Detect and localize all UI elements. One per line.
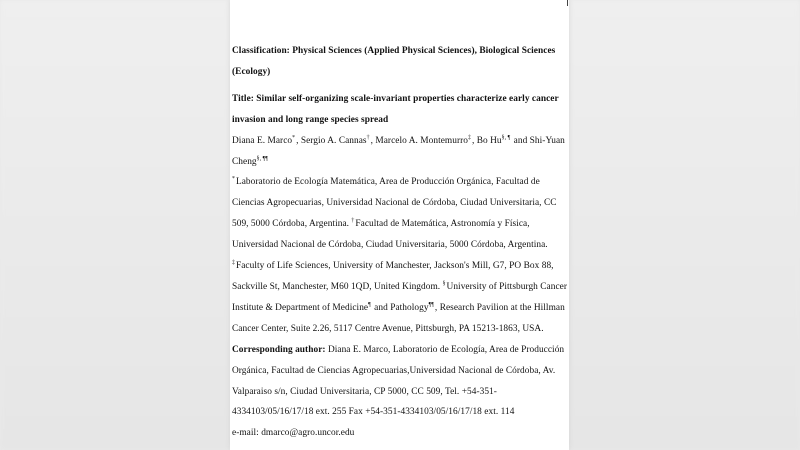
author-name: , Sergio A. Cannas: [296, 135, 367, 146]
affiliation-text: Faculty of Life Sciences, University of Manchester, Jackson's Mill, G7, PO Box 88,: [235, 261, 554, 272]
corresponding-author: [232, 340, 565, 445]
affiliation-mark: †: [351, 218, 355, 225]
author-mark: ‡: [468, 134, 471, 141]
background-right: [569, 0, 800, 450]
page-content: [232, 41, 568, 444]
background-left: [0, 0, 230, 450]
affiliation-text: Laboratorio de Ecología Matemática, Area de Producción Orgánica, Facultad de: [235, 177, 540, 188]
authors-line-1: [232, 131, 565, 152]
author-list: [232, 131, 565, 173]
corresponding-line: [232, 340, 565, 361]
corresponding-text: Diana E. Marco, Laboratorio de Ecología, Area de Producción: [325, 344, 565, 355]
corresponding-label: Corresponding author:: [232, 344, 326, 355]
author-mark: *: [292, 134, 296, 141]
affiliation-line: Universidad Nacional de Córdoba, Ciudad Universitaria, 5000 Córdoba, Argentina.: [232, 240, 548, 251]
author-name: Cheng: [232, 156, 257, 167]
author-name: , Marcelo A. Montemurro: [370, 135, 468, 146]
affiliation-line: [232, 172, 565, 193]
affiliation-line: [232, 298, 565, 319]
affiliations: [232, 172, 568, 339]
authors-line-2: [232, 152, 565, 173]
affiliation-line: [232, 256, 565, 277]
corresponding-line: 4334103/05/16/17/18 ext. 255 Fax +54-351-4334103/05/16/17/18 ext. 114: [232, 407, 515, 418]
affiliation-text: Sackville St, Manchester, M60 1QD, United Kingdom.: [232, 281, 443, 292]
document-page: [230, 0, 569, 450]
email-line: e-mail: dmarco@agro.uncor.edu: [232, 428, 355, 439]
scrollbar-handle[interactable]: [567, 0, 568, 6]
author-mark: §, ¶¶: [256, 155, 268, 162]
corresponding-line: Valparaiso s/n, Ciudad Universitaria, CP 5000, CC 509, Tel. +54-351-: [232, 386, 497, 397]
affiliation-line: Cancer Center, Suite 2.26, 5117 Centre Avenue, Pittsburgh, PA 15213-1863, USA.: [232, 323, 544, 334]
affiliation-mark: ¶: [368, 301, 371, 308]
affiliation-mark: ‡: [232, 260, 235, 267]
title-line-1: Title: Similar self-organizing scale-invariant properties characterize early cancer: [232, 93, 559, 104]
corresponding-line: Orgánica, Facultad de Ciencias Agropecuarias,Universidad Nacional de Córdoba, Av.: [232, 365, 556, 376]
affiliation-mark: *: [232, 176, 235, 183]
affiliation-mark: ¶¶: [428, 301, 434, 308]
affiliation-text: University of Pittsburgh Cancer: [446, 281, 568, 292]
affiliation-text: 509, 5000 Córdoba, Argentina.: [232, 219, 352, 230]
author-mark: †: [366, 134, 370, 141]
affiliation-line: [232, 277, 568, 298]
title-line-2: invasion and long range species spread: [232, 114, 389, 125]
affiliation-text: and Pathology: [371, 302, 429, 313]
author-mark: §, ¶: [501, 134, 511, 141]
classification: [232, 41, 565, 83]
affiliation-line: [232, 214, 565, 235]
classification-line-2: (Ecology): [232, 66, 271, 77]
author-name: , Bo Hu: [471, 135, 502, 146]
affiliation-text: Institute & Department of Medicine: [232, 302, 369, 313]
paper-title: [232, 89, 565, 131]
affiliation-text: , Research Pavilion at the Hillman: [434, 302, 565, 313]
author-name: and Shi-Yuan: [511, 135, 565, 146]
affiliation-line: Ciencias Agropecuarias, Universidad Nacional de Córdoba, Ciudad Universitaria, CC: [232, 198, 557, 209]
affiliation-text: Facultad de Matemática, Astronomía y Física,: [355, 219, 530, 230]
author-name: Diana E. Marco: [232, 135, 293, 146]
affiliation-mark: §: [442, 280, 446, 287]
classification-line-1: Classification: Physical Sciences (Applied Physical Sciences), Biological Sciences: [232, 46, 556, 56]
